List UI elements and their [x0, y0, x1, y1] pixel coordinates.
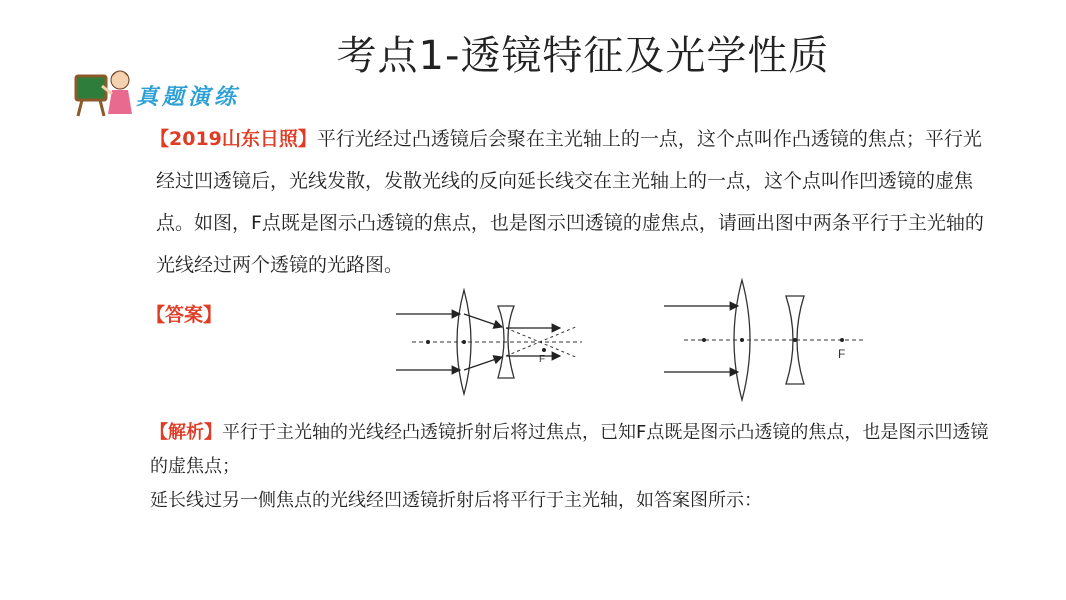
answer-ray-diagram: [392, 286, 592, 402]
focus-label: F: [539, 354, 546, 365]
question-text: [150, 118, 986, 286]
page-title: 考点1-透镜特征及光学性质: [336, 33, 830, 79]
analysis-line-2: 延长线过另一侧焦点的光线经凹透镜折射后将平行于主光轴，如答案图所示：: [150, 490, 762, 511]
practice-heading: 真题演练: [136, 84, 241, 110]
concave-center: [793, 338, 797, 342]
analysis-line-1: [150, 416, 990, 484]
answer-label: 【答案】: [146, 304, 223, 326]
question-source: 【2019山东日照】: [150, 128, 317, 150]
question-ray-diagram: [660, 276, 870, 402]
lens-center: [462, 340, 466, 344]
question-body: 平行光经过凸透镜后会聚在主光轴上的一点，这个点叫作凸透镜的焦点；平行光经过凹透镜后，光线发散，发散光线的反向延长线交在主光轴上的一点，这个点叫作凹透镜的虚焦点。如图，F点既是图示凸透镜的焦点，也是图示凹透镜的虚焦点，请画出图中两条平行于主光轴的光线经过两个透镜的光路图。: [156, 128, 984, 276]
analysis-text-1: 平行于主光轴的光线经凸透镜折射后将过焦点，已知F点既是图示凸透镜的焦点，也是图示凹透镜的虚焦点；: [150, 422, 989, 477]
analysis-section: [150, 416, 990, 518]
lens-center: [740, 338, 744, 342]
focus-label: F: [838, 347, 846, 361]
analysis-tag: 【解析】: [150, 422, 222, 443]
focus-point-f: [542, 348, 546, 352]
focus-point-left: [426, 340, 430, 344]
focus-point-f: [840, 338, 844, 342]
focus-point-left: [702, 338, 706, 342]
